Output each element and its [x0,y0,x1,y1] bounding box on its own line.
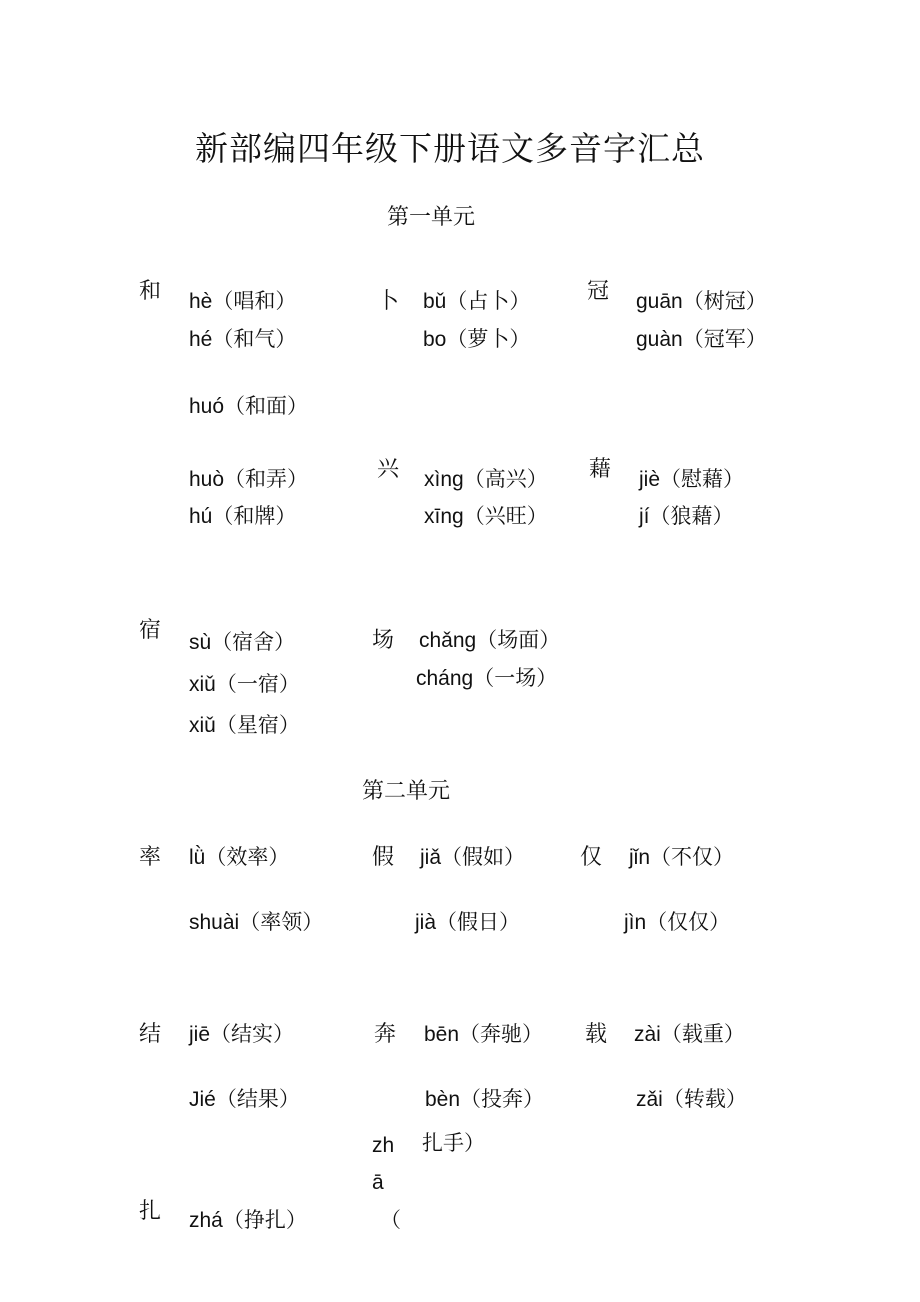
reading-entry: jiē（结实） [189,1022,295,1046]
character-guan: 冠 [587,279,610,304]
reading-pinyin-fragment: zh [372,1134,395,1157]
reading-entry: shuài（率领） [189,910,324,934]
character-bu: 卜 [377,289,400,314]
reading-entry: hé（和气） [189,327,297,351]
character-jia: 假 [372,845,395,870]
character-zha: 扎 [139,1199,162,1224]
reading-entry: chǎng（场面） [419,628,561,652]
reading-entry: cháng（一场） [416,666,558,690]
reading-entry: sù（宿舍） [189,630,296,654]
reading-entry: jiǎ（假如） [420,845,526,869]
reading-entry: lǜ（效率） [189,845,290,869]
reading-entry: zhá（挣扎） [189,1208,307,1232]
character-xing: 兴 [377,457,400,482]
reading-entry: jiè（慰藉） [639,467,745,491]
reading-entry: xiǔ（一宿） [189,672,300,696]
reading-entry: guān（树冠） [636,289,767,313]
character-jie2: 结 [139,1022,162,1047]
reading-entry: bo（萝卜） [423,327,531,351]
reading-entry: bǔ（占卜） [423,289,531,313]
character-ben: 奔 [374,1022,397,1047]
reading-entry: huò（和弄） [189,467,309,491]
reading-entry: zài（载重） [634,1022,745,1046]
character-jin: 仅 [580,845,603,870]
reading-entry: bèn（投奔） [425,1087,545,1111]
reading-entry: hú（和牌） [189,504,297,528]
reading-entry: Jié（结果） [189,1087,300,1111]
reading-entry: xiǔ（星宿） [189,713,300,737]
reading-entry: jǐn（不仅） [629,845,735,869]
reading-entry: huó（和面） [189,394,309,418]
reading-entry: hè（唱和） [189,289,297,313]
reading-entry: guàn（冠军） [636,327,767,351]
page-title: 新部编四年级下册语文多音字汇总 [195,129,705,168]
reading-entry: jià（假日） [415,910,521,934]
character-zai: 载 [585,1022,608,1047]
reading-entry: xīng（兴旺） [424,504,548,528]
reading-entry: bēn（奔驰） [424,1022,544,1046]
unit-heading-2: 第二单元 [362,779,451,804]
unit-heading-1: 第一单元 [387,205,476,230]
character-chang: 场 [372,628,395,653]
reading-entry: jí（狼藉） [639,504,734,528]
reading-entry: xìng（高兴） [424,467,548,491]
character-lv: 率 [139,845,162,870]
reading-paren-fragment: （ [380,1208,401,1232]
character-he: 和 [139,279,162,304]
reading-pinyin-fragment: ā [372,1171,384,1194]
reading-entry: jìn（仅仅） [624,910,731,934]
character-su: 宿 [139,618,162,643]
reading-entry: zǎi（转载） [636,1087,747,1111]
character-jie: 藉 [589,457,612,482]
reading-word-fragment: 扎手） [422,1131,485,1155]
